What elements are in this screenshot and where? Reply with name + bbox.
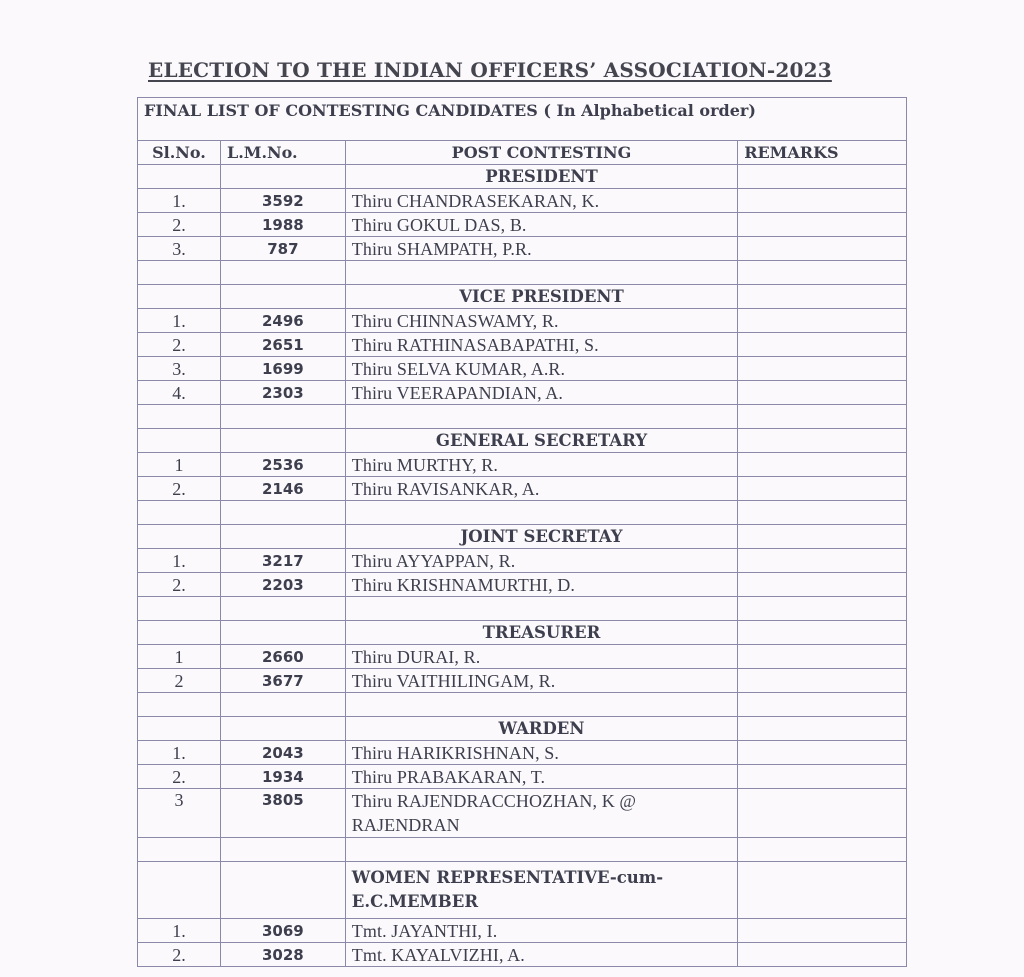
spacer-cell: [138, 693, 221, 717]
remarks-cell: [738, 549, 907, 573]
post-header-lm-cell: [220, 165, 345, 189]
serial-number: 1.: [138, 309, 221, 333]
life-member-number: 2146: [220, 477, 345, 501]
candidate-name: Thiru DURAI, R.: [345, 645, 737, 669]
column-header-sl-no: Sl.No.: [138, 141, 221, 165]
column-header-remarks: REMARKS: [738, 141, 907, 165]
serial-number: 2.: [138, 573, 221, 597]
remarks-cell: [738, 309, 907, 333]
serial-number: 1.: [138, 189, 221, 213]
candidate-row: [138, 357, 907, 381]
serial-number: 1: [138, 645, 221, 669]
candidate-row: [138, 309, 907, 333]
remarks-cell: [738, 741, 907, 765]
candidate-name: Tmt. JAYANTHI, I.: [345, 919, 737, 943]
spacer-cell: [738, 838, 907, 862]
life-member-number: 1699: [220, 357, 345, 381]
candidates-table: [137, 97, 907, 967]
life-member-number: 3592: [220, 189, 345, 213]
post-header-sl-cell: [138, 429, 221, 453]
life-member-number: 787: [220, 237, 345, 261]
spacer-row: [138, 597, 907, 621]
post-header-row: [138, 717, 907, 741]
candidate-row: [138, 645, 907, 669]
post-title: WOMEN REPRESENTATIVE-cum-E.C.MEMBER: [345, 862, 737, 919]
candidate-row: [138, 741, 907, 765]
candidate-name: Thiru AYYAPPAN, R.: [345, 549, 737, 573]
post-title: JOINT SECRETAY: [345, 525, 737, 549]
post-header-row: [138, 862, 907, 919]
post-header-row: [138, 621, 907, 645]
document-title: ELECTION TO THE INDIAN OFFICERS’ ASSOCIATION-2023: [148, 58, 832, 82]
candidate-row: [138, 453, 907, 477]
serial-number: 2.: [138, 477, 221, 501]
spacer-cell: [220, 261, 345, 285]
spacer-cell: [345, 261, 737, 285]
spacer-cell: [220, 693, 345, 717]
candidate-row: [138, 333, 907, 357]
header-row: [138, 141, 907, 165]
spacer-cell: [138, 501, 221, 525]
life-member-number: 2203: [220, 573, 345, 597]
serial-number: 3.: [138, 237, 221, 261]
post-header-lm-cell: [220, 285, 345, 309]
candidate-row: [138, 213, 907, 237]
serial-number: 4.: [138, 381, 221, 405]
candidate-row: [138, 789, 907, 838]
life-member-number: 3069: [220, 919, 345, 943]
post-header-sl-cell: [138, 165, 221, 189]
life-member-number: 2660: [220, 645, 345, 669]
column-header-lm-no: L.M.No.: [220, 141, 345, 165]
spacer-row: [138, 261, 907, 285]
serial-number: 2.: [138, 943, 221, 967]
candidate-name: Thiru VAITHILINGAM, R.: [345, 669, 737, 693]
candidate-row: [138, 669, 907, 693]
serial-number: 3.: [138, 357, 221, 381]
post-header-remarks-cell: [738, 165, 907, 189]
serial-number: 2.: [138, 213, 221, 237]
remarks-cell: [738, 573, 907, 597]
life-member-number: 3217: [220, 549, 345, 573]
candidate-row: [138, 919, 907, 943]
spacer-cell: [738, 597, 907, 621]
post-header-sl-cell: [138, 717, 221, 741]
serial-number: 1.: [138, 549, 221, 573]
serial-number: 1.: [138, 741, 221, 765]
candidate-row: [138, 189, 907, 213]
post-title: GENERAL SECRETARY: [345, 429, 737, 453]
candidate-name: Thiru CHANDRASEKARAN, K.: [345, 189, 737, 213]
candidate-name: Thiru GOKUL DAS, B.: [345, 213, 737, 237]
candidate-row: [138, 549, 907, 573]
post-header-row: [138, 165, 907, 189]
spacer-cell: [220, 405, 345, 429]
spacer-cell: [738, 261, 907, 285]
spacer-cell: [738, 693, 907, 717]
post-header-lm-cell: [220, 429, 345, 453]
post-header-remarks-cell: [738, 525, 907, 549]
candidate-row: [138, 573, 907, 597]
spacer-row: [138, 501, 907, 525]
spacer-cell: [138, 597, 221, 621]
candidate-row: [138, 237, 907, 261]
post-header-remarks-cell: [738, 429, 907, 453]
candidate-row: [138, 381, 907, 405]
post-header-sl-cell: [138, 621, 221, 645]
candidate-name: Thiru SHAMPATH, P.R.: [345, 237, 737, 261]
serial-number: 3: [138, 789, 221, 838]
candidate-row: [138, 765, 907, 789]
life-member-number: 2043: [220, 741, 345, 765]
spacer-cell: [220, 597, 345, 621]
post-header-sl-cell: [138, 525, 221, 549]
remarks-cell: [738, 765, 907, 789]
post-header-remarks-cell: [738, 717, 907, 741]
remarks-cell: [738, 213, 907, 237]
remarks-cell: [738, 645, 907, 669]
life-member-number: 2303: [220, 381, 345, 405]
serial-number: 2: [138, 669, 221, 693]
candidate-name: Thiru RAJENDRACCHOZHAN, K @ RAJENDRAN: [345, 789, 737, 838]
spacer-cell: [345, 501, 737, 525]
candidate-name: Thiru MURTHY, R.: [345, 453, 737, 477]
table-caption: FINAL LIST OF CONTESTING CANDIDATES ( In Alphabetical order): [138, 98, 907, 141]
life-member-number: 2651: [220, 333, 345, 357]
candidate-name: Thiru VEERAPANDIAN, A.: [345, 381, 737, 405]
post-header-remarks-cell: [738, 862, 907, 919]
candidate-name: Thiru HARIKRISHNAN, S.: [345, 741, 737, 765]
life-member-number: 2536: [220, 453, 345, 477]
post-title: TREASURER: [345, 621, 737, 645]
candidate-name: Thiru KRISHNAMURTHI, D.: [345, 573, 737, 597]
post-title: PRESIDENT: [345, 165, 737, 189]
post-header-row: [138, 525, 907, 549]
post-header-lm-cell: [220, 862, 345, 919]
spacer-cell: [220, 501, 345, 525]
post-title: WARDEN: [345, 717, 737, 741]
life-member-number: 3805: [220, 789, 345, 838]
serial-number: 1.: [138, 919, 221, 943]
remarks-cell: [738, 333, 907, 357]
spacer-row: [138, 693, 907, 717]
remarks-cell: [738, 919, 907, 943]
post-header-lm-cell: [220, 717, 345, 741]
life-member-number: 3677: [220, 669, 345, 693]
spacer-cell: [738, 405, 907, 429]
life-member-number: 1988: [220, 213, 345, 237]
remarks-cell: [738, 943, 907, 967]
column-header-post-contesting: POST CONTESTING: [345, 141, 737, 165]
remarks-cell: [738, 453, 907, 477]
post-title: VICE PRESIDENT: [345, 285, 737, 309]
serial-number: 1: [138, 453, 221, 477]
remarks-cell: [738, 669, 907, 693]
candidate-name: Thiru RAVISANKAR, A.: [345, 477, 737, 501]
spacer-cell: [138, 838, 221, 862]
serial-number: 2.: [138, 765, 221, 789]
life-member-number: 1934: [220, 765, 345, 789]
candidate-name: Thiru SELVA KUMAR, A.R.: [345, 357, 737, 381]
candidate-name: Thiru PRABAKARAN, T.: [345, 765, 737, 789]
post-header-sl-cell: [138, 285, 221, 309]
spacer-cell: [345, 597, 737, 621]
remarks-cell: [738, 789, 907, 838]
remarks-cell: [738, 381, 907, 405]
remarks-cell: [738, 357, 907, 381]
post-header-remarks-cell: [738, 621, 907, 645]
candidate-row: [138, 943, 907, 967]
remarks-cell: [738, 237, 907, 261]
post-header-row: [138, 285, 907, 309]
spacer-row: [138, 838, 907, 862]
life-member-number: 2496: [220, 309, 345, 333]
candidate-name: Thiru RATHINASABAPATHI, S.: [345, 333, 737, 357]
post-header-sl-cell: [138, 862, 221, 919]
post-header-row: [138, 429, 907, 453]
spacer-cell: [345, 405, 737, 429]
spacer-cell: [738, 501, 907, 525]
candidate-row: [138, 477, 907, 501]
spacer-row: [138, 405, 907, 429]
life-member-number: 3028: [220, 943, 345, 967]
spacer-cell: [345, 693, 737, 717]
candidate-name: Thiru CHINNASWAMY, R.: [345, 309, 737, 333]
remarks-cell: [738, 189, 907, 213]
spacer-cell: [345, 838, 737, 862]
post-header-remarks-cell: [738, 285, 907, 309]
post-header-lm-cell: [220, 621, 345, 645]
candidate-name: Tmt. KAYALVIZHI, A.: [345, 943, 737, 967]
spacer-cell: [138, 405, 221, 429]
spacer-cell: [220, 838, 345, 862]
spacer-cell: [138, 261, 221, 285]
caption-row: [138, 98, 907, 141]
serial-number: 2.: [138, 333, 221, 357]
remarks-cell: [738, 477, 907, 501]
post-header-lm-cell: [220, 525, 345, 549]
